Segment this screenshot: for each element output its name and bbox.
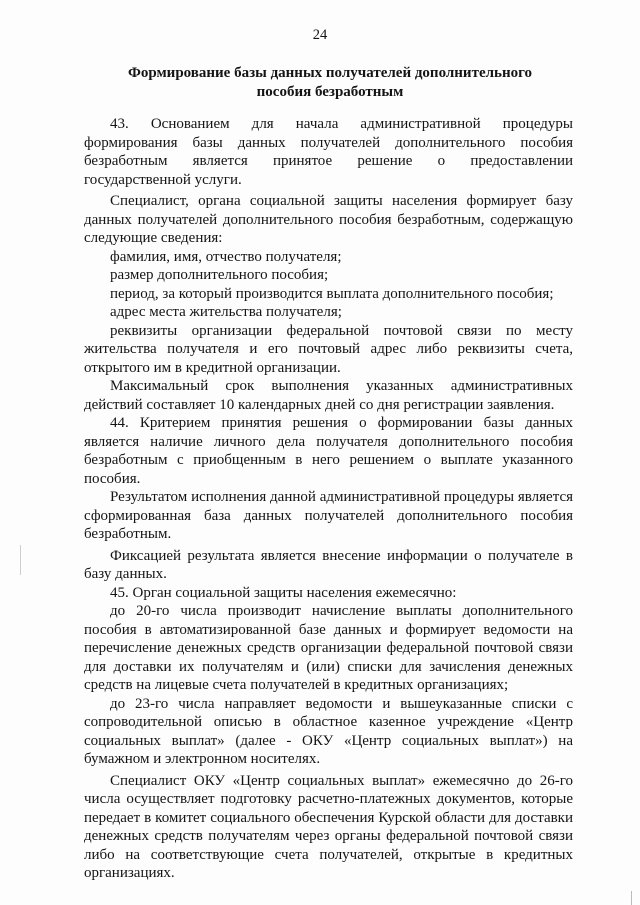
paragraph-fixation: Фиксацией результата является внесение информации о получателе в базу данных.	[84, 547, 573, 582]
list-item-until-23rd: до 23-го числа направляет ведомости и вышеуказанные списки с сопроводительной описью в областное казенное учреждение «Центр социальных выплат» (далее - ОКУ «Центр социальных выплат») на бумажном и электронном носителях.	[84, 695, 573, 767]
paragraph-43: 43. Основанием для начала административной процедуры формирования базы данных получателей дополнительного пособия безработным является принятое решение о предоставлении государственной услуги.	[84, 116, 573, 188]
list-item-benefit-amount: размер дополнительного пособия;	[110, 267, 329, 283]
list-item-payment-period: период, за который производится выплата дополнительного пособия;	[110, 285, 554, 302]
list-item-until-20th: до 20-го числа производит начисление выплаты дополнительного пособия в автоматизированной базе данных и формирует ведомости на перечисление денежных средств организации федеральной почтовой связи для доставки их получателям и (или) списки для зачисления денежных средств на лицевые счета получателей в кредитных организациях;	[84, 603, 573, 693]
page-number: 24	[312, 27, 328, 43]
paragraph-max-duration: Максимальный срок выполнения указанных административных действий составляет 10 календарных дней со дня регистрации заявления.	[84, 378, 573, 413]
list-item-address: адрес места жительства получателя;	[110, 304, 342, 320]
list-item-postal-details: реквизиты организации федеральной почтовой связи по месту жительства получателя и его почтовый адрес либо реквизиты счета, открытого им в кредитной организации.	[84, 322, 573, 376]
paragraph-44: 44. Критерием принятия решения о формировании базы данных является наличие личного дела получателя дополнительного пособия безработным с приобщенным в него решением о выплате указанного пособия.	[84, 415, 573, 487]
scan-edge-mark	[631, 891, 632, 905]
document-body	[84, 115, 573, 883]
paragraph-oku-specialist: Специалист ОКУ «Центр социальных выплат» ежемесячно до 26-го числа осуществляет подготовку расчетно-платежных документов, которые передает в комитет социального обеспечения Курской области для доставки денежных средств получателям через органы федеральной почтовой связи либо на соответствующие счета получателей, открытые в кредитных организациях.	[84, 772, 573, 881]
list-item-full-name: фамилия, имя, отчество получателя;	[110, 248, 342, 265]
section-title	[100, 64, 560, 102]
paragraph-result: Результатом исполнения данной административной процедуры является сформированная база данных получателей дополнительного пособия безработным.	[84, 489, 573, 542]
paragraph-45: 45. Орган социальной защиты населения ежемесячно:	[110, 584, 457, 601]
scan-margin-mark	[20, 545, 21, 575]
section-title-line-2: пособия безработным	[256, 84, 404, 100]
paragraph-specialist-forms-database: Специалист, органа социальной защиты населения формирует базу данных получателей дополнительного пособия безработным, содержащую следующие сведения:	[84, 193, 573, 246]
section-title-line-1: Формирование базы данных получателей дополнительного	[127, 65, 533, 81]
